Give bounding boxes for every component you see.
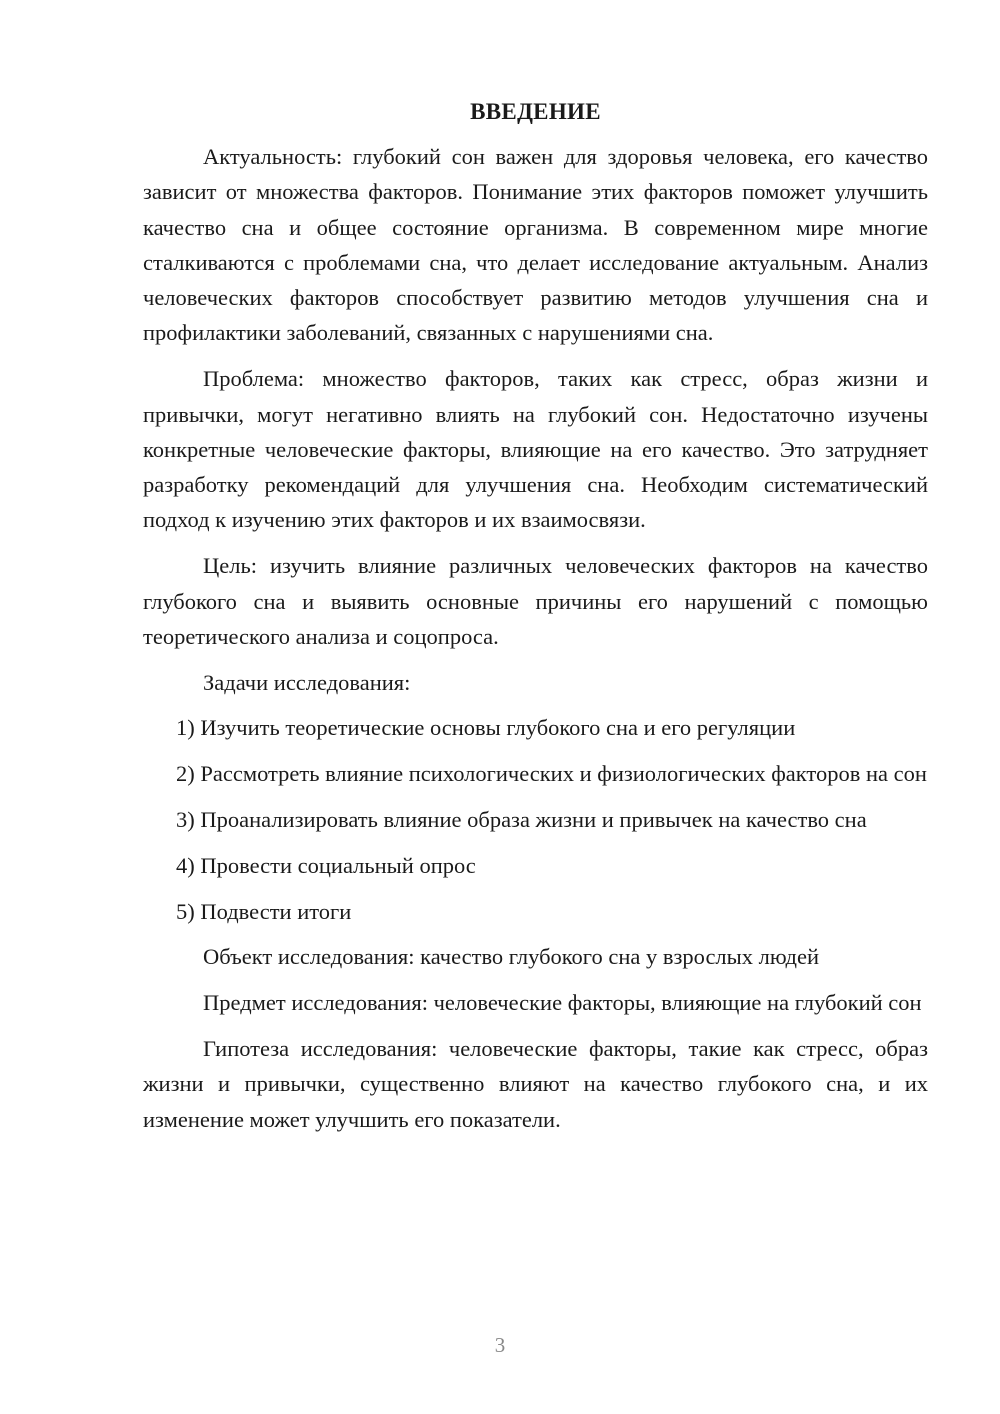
task-item: 2) Рассмотреть влияние психологических и физиологических факторов на сон xyxy=(176,761,927,787)
task-item: 3) Проанализировать влияние образа жизни и привычек на качество сна xyxy=(176,807,867,833)
page-number: 3 xyxy=(494,1333,506,1357)
problem-paragraph: Проблема: множество факторов, таких как стресс, образ жизни и привычки, могут негативно влиять на глубокий сон. Недостаточно изучены конкретные человеческие факторы, влияющие на его качество. Это затрудняет разработку рекомендаций для улучшения сна. Необходим систематический подход к изучению этих факторов и их взаимосвязи. xyxy=(143,366,928,533)
goal-paragraph: Цель: изучить влияние различных человеческих факторов на качество глубокого сна и выявить основные причины его нарушений с помощью теоретического анализа и соцопроса. xyxy=(143,553,928,649)
tasks-heading: Задачи исследования: xyxy=(203,669,411,695)
subject-paragraph: Предмет исследования: человеческие факторы, влияющие на глубокий сон xyxy=(203,990,922,1016)
document-page xyxy=(143,94,928,1147)
object-paragraph: Объект исследования: качество глубокого сна у взрослых людей xyxy=(203,944,820,970)
relevance-paragraph: Актуальность: глубокий сон важен для здоровья человека, его качество зависит от множества факторов. Понимание этих факторов поможет улучшить качество сна и общее состояние организма. В современном мире многие сталкиваются с проблемами сна, что делает исследование актуальным. Анализ человеческих факторов способствует развитию методов улучшения сна и профилактики заболеваний, связанных с нарушениями сна. xyxy=(143,144,928,346)
task-item: 1) Изучить теоретические основы глубокого сна и его регуляции xyxy=(176,715,796,741)
task-item: 4) Провести социальный опрос xyxy=(176,852,476,878)
task-item: 5) Подвести итоги xyxy=(176,898,352,924)
hypothesis-paragraph: Гипотеза исследования: человеческие факторы, такие как стресс, образ жизни и привычки, существенно влияют на качество глубокого сна, и их изменение может улучшить его показатели. xyxy=(143,1036,928,1132)
page-title: ВВЕДЕНИЕ xyxy=(470,99,601,124)
